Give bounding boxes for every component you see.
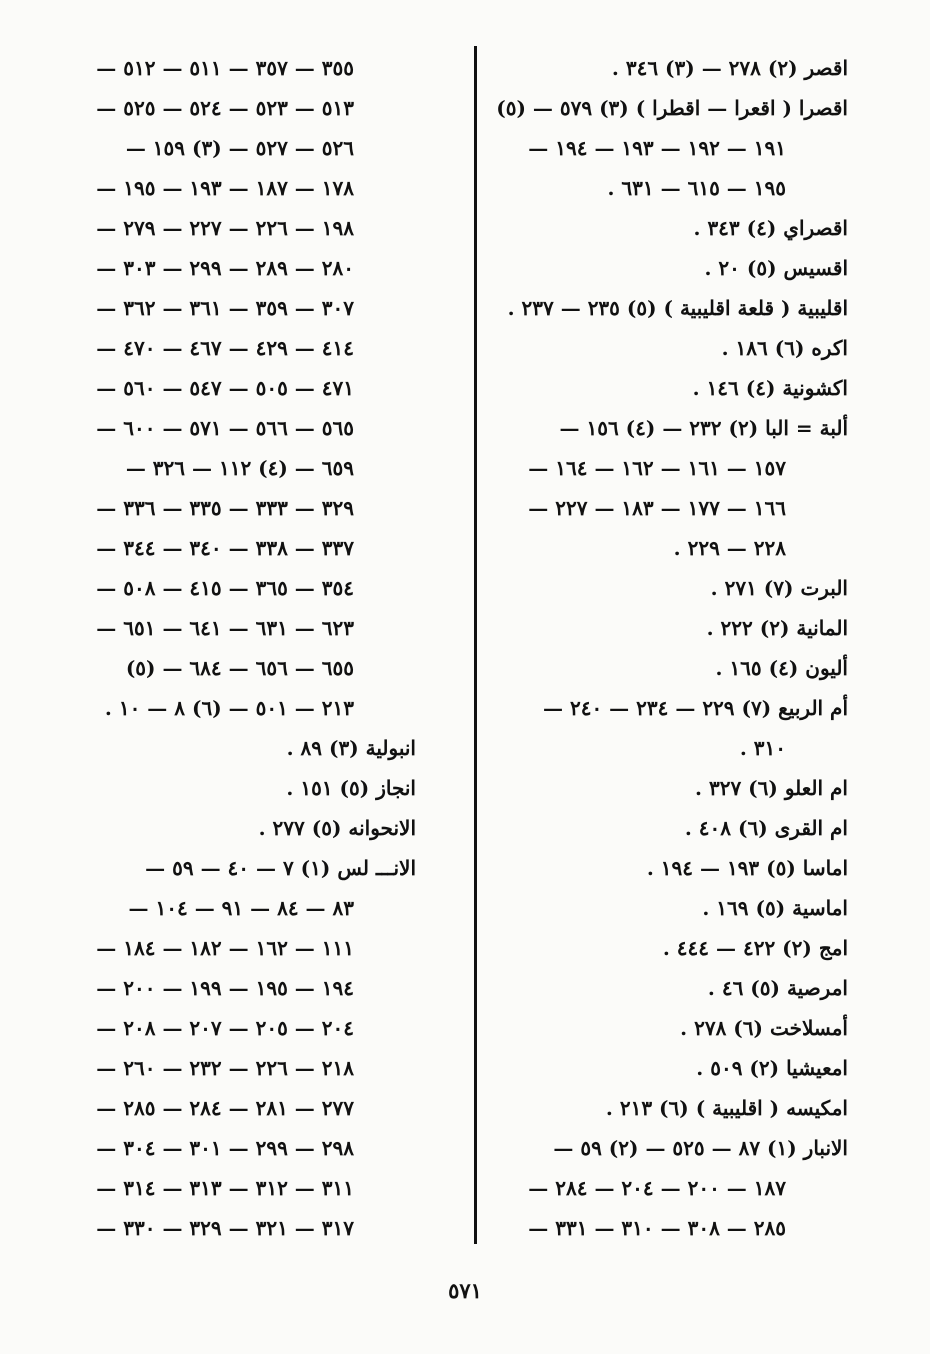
index-entry: الانحوانه (٥) ٢٧٧ .	[258, 816, 416, 840]
index-entry-continuation: ٣٢٩ — ٣٣٣ — ٣٣٥ — ٣٣٦ —	[96, 496, 354, 520]
index-entry: الانبار (١) ٨٧ — ٥٢٥ — (٢) ٥٩ —	[553, 1136, 848, 1160]
index-entry: انجاز (٥) ١٥١ .	[286, 776, 416, 800]
index-entry: امعيشيا (٢) ٥٠٩ .	[696, 1056, 848, 1080]
index-entry: انبولية (٣) ٨٩ .	[286, 736, 416, 760]
index-entry-continuation: ٦٥٥ — ٦٥٦ — ٦٨٤ — (٥)	[125, 656, 354, 680]
index-entry-continuation: ٤٧١ — ٥٠٥ — ٥٤٧ — ٥٦٠ —	[96, 376, 354, 400]
index-entry: اكشونية (٤) ١٤٦ .	[692, 376, 848, 400]
index-entry: اقليبية ( قلعة اقليبية ) (٥) ٢٣٥ — ٢٣٧ .	[507, 296, 848, 320]
column-divider	[474, 46, 477, 1244]
index-entry-continuation: ٤١٤ — ٤٢٩ — ٤٦٧ — ٤٧٠ —	[96, 336, 354, 360]
index-entry: اقسيس (٥) ٢٠ .	[704, 256, 848, 280]
index-entry: اماسية (٥) ١٦٩ .	[702, 896, 848, 920]
index-entry-continuation: ٣١٠ .	[739, 736, 786, 760]
index-entry-continuation: ١٦٦ — ١٧٧ — ١٨٣ — ٢٢٧ —	[528, 496, 786, 520]
index-entry-continuation: ٣٥٥ — ٣٥٧ — ٥١١ — ٥١٢ —	[96, 56, 354, 80]
index-entry: اقصرا ( اقعرا — اقطرا ) (٣) ٥٧٩ — (٥)	[496, 96, 848, 120]
index-entry-continuation: ٣٣٧ — ٣٣٨ — ٣٤٠ — ٣٤٤ —	[96, 536, 354, 560]
index-entry: اقصر (٢) ٢٧٨ — (٣) ٣٤٦ .	[611, 56, 848, 80]
index-entry-continuation: ١٩٥ — ٦١٥ — ٦٣١ .	[607, 176, 786, 200]
index-entry-continuation: ١٩٨ — ٢٢٦ — ٢٢٧ — ٢٧٩ —	[96, 216, 354, 240]
right-index-column	[480, 48, 848, 1248]
index-entry: الانـــ لس (١) ٧ — ٤٠ — ٥٩ —	[145, 856, 416, 880]
index-entry-continuation: ٥١٣ — ٥٢٣ — ٥٢٤ — ٥٢٥ —	[96, 96, 354, 120]
index-entry-continuation: ٣١٧ — ٣٢١ — ٣٢٩ — ٣٣٠ —	[96, 1216, 354, 1240]
index-entry: البرت (٧) ٢٧١ .	[710, 576, 848, 600]
index-entry: أمسلاخت (٦) ٢٧٨ .	[680, 1016, 848, 1040]
index-entry: أم الربيع (٧) ٢٢٩ — ٢٣٤ — ٢٤٠ —	[543, 696, 848, 720]
index-entry-continuation: ٣١١ — ٣١٢ — ٣١٣ — ٣١٤ —	[96, 1176, 354, 1200]
index-entry-continuation: ٢٠٤ — ٢٠٥ — ٢٠٧ — ٢٠٨ —	[96, 1016, 354, 1040]
index-entry: أليون (٤) ١٦٥ .	[715, 656, 848, 680]
index-entry-continuation: ٢٨٥ — ٣٠٨ — ٣١٠ — ٣٣١ —	[528, 1216, 786, 1240]
index-entry-continuation: ٢٩٨ — ٢٩٩ — ٣٠١ — ٣٠٤ —	[96, 1136, 354, 1160]
index-entry-continuation: ٥٢٦ — ٥٢٧ — (٣) ١٥٩ —	[125, 136, 354, 160]
index-entry-continuation: ٣٠٧ — ٣٥٩ — ٣٦١ — ٣٦٢ —	[96, 296, 354, 320]
index-entry-continuation: ١١١ — ١٦٢ — ١٨٢ — ١٨٤ —	[96, 936, 354, 960]
index-entry: المانية (٢) ٢٢٢ .	[706, 616, 848, 640]
index-entry-continuation: ١٧٨ — ١٨٧ — ١٩٣ — ١٩٥ —	[96, 176, 354, 200]
index-entry-continuation: ٢١٣ — ٥٠١ — (٦) ٨ — ١٠ .	[104, 696, 354, 720]
index-entry-continuation: ٢١٨ — ٢٢٦ — ٢٣٢ — ٢٦٠ —	[96, 1056, 354, 1080]
index-entry-continuation: ٦٥٩ — (٤) ١١٢ — ٣٢٦ —	[125, 456, 354, 480]
index-entry-continuation: ٥٦٥ — ٥٦٦ — ٥٧١ — ٦٠٠ —	[96, 416, 354, 440]
index-entry: امرصية (٥) ٤٦ .	[707, 976, 848, 1000]
index-entry-continuation: ١٩٤ — ١٩٥ — ١٩٩ — ٢٠٠ —	[96, 976, 354, 1000]
index-entry-continuation: ٢٢٨ — ٢٢٩ .	[673, 536, 786, 560]
index-entry-continuation: ١٨٧ — ٢٠٠ — ٢٠٤ — ٢٨٤ —	[528, 1176, 786, 1200]
index-entry: ام القرى (٦) ٤٠٨ .	[684, 816, 848, 840]
index-entry: اقصراي (٤) ٣٤٣ .	[693, 216, 848, 240]
left-index-column	[96, 48, 416, 1248]
index-entry: امكيسه ( اقليبية ) (٦) ٢١٣ .	[605, 1096, 848, 1120]
index-entry-continuation: ٨٣ — ٨٤ — ٩١ — ١٠٤ —	[128, 896, 354, 920]
index-entry-continuation: ١٩١ — ١٩٢ — ١٩٣ — ١٩٤ —	[528, 136, 786, 160]
index-entry-continuation: ٦٢٣ — ٦٣١ — ٦٤١ — ٦٥١ —	[96, 616, 354, 640]
index-entry-continuation: ٢٧٧ — ٢٨١ — ٢٨٤ — ٢٨٥ —	[96, 1096, 354, 1120]
index-entry-continuation: ٣٥٤ — ٣٦٥ — ٤١٥ — ٥٠٨ —	[96, 576, 354, 600]
index-entry: ام العلو (٦) ٣٢٧ .	[695, 776, 848, 800]
index-entry: اكره (٦) ١٨٦ .	[721, 336, 848, 360]
page-number: ٥٧١	[448, 1278, 482, 1303]
index-entry: اماسا (٥) ١٩٣ — ١٩٤ .	[646, 856, 848, 880]
index-entry: ألبة = البا (٢) ٢٣٢ — (٤) ١٥٦ —	[559, 416, 848, 440]
index-entry-continuation: ٢٨٠ — ٢٨٩ — ٢٩٩ — ٣٠٣ —	[96, 256, 354, 280]
index-entry: امج (٢) ٤٢٢ — ٤٤٤ .	[662, 936, 848, 960]
index-entry-continuation: ١٥٧ — ١٦١ — ١٦٢ — ١٦٤ —	[528, 456, 786, 480]
